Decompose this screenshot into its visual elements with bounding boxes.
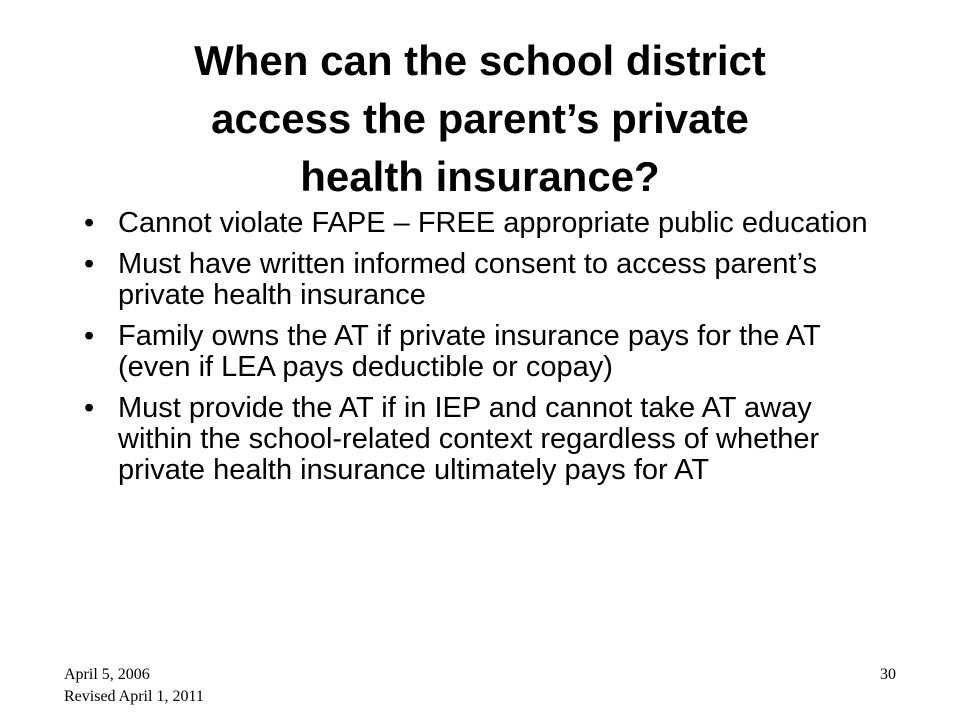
bullet-text: Must provide the AT if in IEP and cannot take AT away within the school-related context regardless of whether private health insurance ultimately pays for AT — [118, 392, 820, 486]
slide-title — [60, 32, 900, 206]
footer-date-original: April 5, 2006 — [64, 666, 150, 683]
bullet-item-consent — [76, 249, 886, 311]
bullet-icon: • — [84, 248, 95, 280]
bullet-list — [76, 208, 886, 496]
bullet-text: Cannot violate FAPE – FREE appropriate public education — [118, 207, 868, 239]
bullet-text: Must have written informed consent to access parent’s private health insurance — [118, 248, 818, 311]
bullet-item-fape — [76, 208, 886, 239]
footer-date-revised: Revised April 1, 2011 — [64, 688, 204, 705]
title-line-3: health insurance? — [300, 153, 660, 200]
bullet-text: Family owns the AT if private insurance pays for the AT (even if LEA pays deductible or copay) — [118, 320, 821, 383]
bullet-icon: • — [84, 392, 95, 424]
bullet-icon: • — [84, 207, 95, 239]
bullet-icon: • — [84, 320, 95, 352]
page-number: 30 — [880, 666, 896, 683]
bullet-item-ownership — [76, 321, 886, 383]
footer-date — [64, 664, 204, 708]
title-line-2: access the parent’s private — [211, 95, 749, 142]
title-line-1: When can the school district — [194, 37, 766, 84]
bullet-item-provide-at — [76, 393, 886, 486]
